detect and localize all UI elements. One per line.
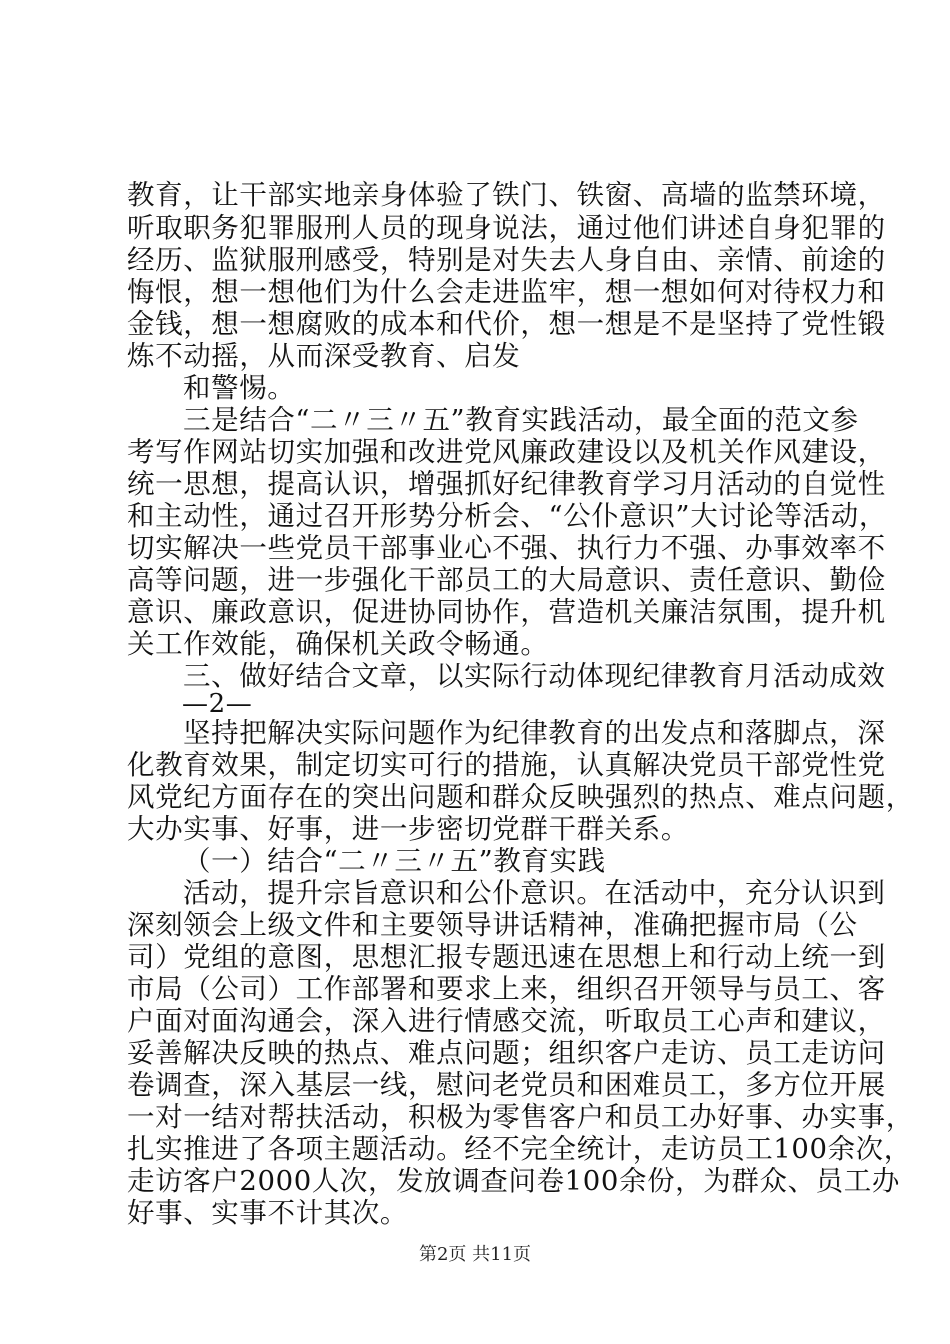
text-line: 经历、监狱服刑感受，特别是对失去人身自由、亲情、前途的 — [127, 244, 886, 276]
text-line: 和警惕。 — [183, 372, 296, 404]
text-line: 户面对面沟通会，深入进行情感交流，听取员工心声和建议， — [127, 1005, 886, 1037]
text-line: 炼不动摇，从而深受教育、启发 — [127, 340, 521, 372]
text-line: 活动，提升宗旨意识和公仆意识。在活动中，充分认识到 — [183, 877, 886, 909]
text-line: 一对一结对帮扶活动，积极为零售客户和员工办好事、办实事， — [127, 1101, 914, 1133]
text-line: 切实解决一些党员干部事业心不强、执行力不强、办事效率不 — [127, 532, 886, 564]
text-line: 统一思想，提高认识，增强抓好纪律教育学习月活动的自觉性 — [127, 468, 886, 500]
inline-page-number: —2— — [182, 689, 253, 719]
text-line: 高等问题，进一步强化干部员工的大局意识、责任意识、勤俭 — [127, 564, 886, 596]
text-line: 好事、实事不计其次。 — [127, 1197, 408, 1229]
text-line: 走访客户2000人次，发放调查问卷100余份，为群众、员工办 — [127, 1165, 900, 1197]
text-line: 坚持把解决实际问题作为纪律教育的出发点和落脚点，深 — [183, 717, 886, 749]
text-line: 风党纪方面存在的突出问题和群众反映强烈的热点、难点问题， — [127, 781, 914, 813]
text-line: 考写作网站切实加强和改进党风廉政建设以及机关作风建设， — [127, 436, 886, 468]
text-line: 扎实推进了各项主题活动。经不完全统计，走访员工100余次， — [127, 1133, 912, 1165]
text-line: 意识、廉政意识，促进协同协作，营造机关廉洁氛围，提升机 — [127, 596, 886, 628]
page-footer: 第2页 共11页 — [418, 1244, 532, 1265]
text-line: 听取职务犯罪服刑人员的现身说法，通过他们讲述自身犯罪的 — [127, 212, 886, 244]
text-line: 妥善解决反映的热点、难点问题；组织客户走访、员工走访问 — [127, 1037, 886, 1069]
text-line: 深刻领会上级文件和主要领导讲话精神，准确把握市局（公 — [127, 909, 858, 941]
text-line: 市局（公司）工作部署和要求上来，组织召开领导与员工、客 — [127, 973, 886, 1005]
text-line: 教育，让干部实地亲身体验了铁门、铁窗、高墙的监禁环境， — [127, 179, 886, 211]
text-line: 悔恨，想一想他们为什么会走进监牢，想一想如何对待权力和 — [127, 276, 886, 308]
text-line: 大办实事、好事，进一步密切党群干群关系。 — [127, 813, 689, 845]
text-line: 司）党组的意图，思想汇报专题迅速在思想上和行动上统一到 — [127, 941, 886, 973]
text-line: 金钱，想一想腐败的成本和代价，想一想是不是坚持了党性锻 — [127, 308, 886, 340]
subsection-heading: （一）结合“二〃三〃五”教育实践 — [183, 845, 606, 877]
text-line: 和主动性，通过召开形势分析会、“公仆意识”大讨论等活动， — [127, 500, 887, 532]
section-heading: 三、做好结合文章，以实际行动体现纪律教育月活动成效 — [183, 660, 886, 692]
text-line: 关工作效能，确保机关政令畅通。 — [127, 628, 549, 660]
text-line: 卷调查，深入基层一线，慰问老党员和困难员工，多方位开展 — [127, 1069, 886, 1101]
text-line: 三是结合“二〃三〃五”教育实践活动，最全面的范文参 — [183, 404, 859, 436]
text-line: 化教育效果，制定切实可行的措施，认真解决党员干部党性党 — [127, 749, 886, 781]
